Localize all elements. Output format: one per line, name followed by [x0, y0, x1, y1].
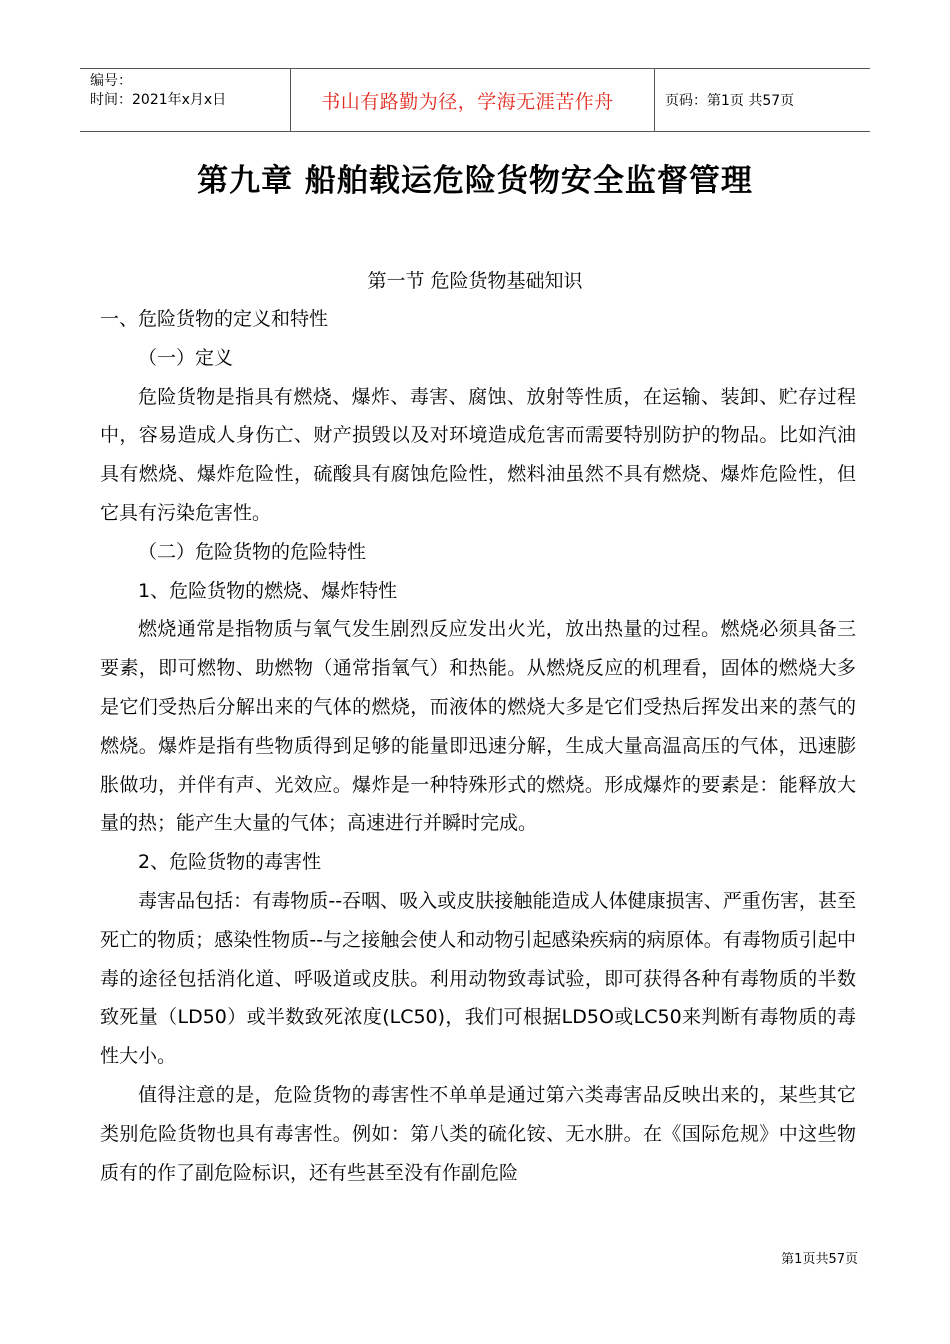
subheading-definition: （一）定义 — [138, 346, 234, 369]
heading-definition-and-properties: 一、危险货物的定义和特性 — [100, 308, 329, 330]
item-combustion-explosion: 1、危险货物的燃烧、爆炸特性 — [138, 579, 398, 602]
subheading-hazard-properties: （二）危险货物的危险特性 — [138, 540, 367, 563]
paragraph-combustion: 燃烧通常是指物质与氧气发生剧烈反应发出火光，放出热量的过程。燃烧必须具备三要素，即可燃物、助燃物（通常指氧气）和热能。从燃烧反应的机理看，固体的燃烧大多是它们受热后分解出来的气体的燃烧，而液体的燃烧大多是它们受热后挥发出来的蒸气的燃烧。爆炸是指有些物质得到足够的能量即迅速分解，生成大量高温高压的气体，迅速膨胀做功，并伴有声、光效应。爆炸是一种特殊形式的燃烧。形成爆炸的要素是：能释放大量的热；能产生大量的气体；高速进行并瞬时完成。 — [100, 618, 856, 835]
document-header — [80, 68, 870, 132]
header-motto: 书山有路勤为径，学海无涯苦作舟 — [281, 69, 655, 131]
page-footer: 第1页共57页 — [781, 1252, 858, 1267]
number-label: 编号： — [90, 73, 132, 89]
paragraph-toxic-substances: 毒害品包括：有毒物质--吞咽、吸入或皮肤接触能造成人体健康损害、严重伤害，甚至死亡的物质；感染性物质--与之接触会使人和动物引起感染疾病的病原体。有毒物质引起中毒的途径包括消化道、呼吸道或皮肤。利用动物致毒试验，即可获得各种有毒物质的半数致死量（LD50）或半数致死浓度(LC50)，我们可根据LD5O或LC50来判断有毒物质的毒性大小。 — [100, 889, 856, 1068]
item-toxicity: 2、危险货物的毒害性 — [138, 851, 322, 874]
document-body — [100, 300, 856, 1192]
header-info-cell — [80, 69, 291, 131]
paragraph-toxicity-note: 值得注意的是，危险货物的毒害性不单单是通过第六类毒害品反映出来的，某些其它类别危险货物也具有毒害性。例如：第八类的硫化铵、无水肼。在《国际危规》中这些物质有的作了副危险标识，还有些甚至没有作副危险 — [100, 1083, 856, 1184]
chapter-title: 第九章 船舶载运危险货物安全监督管理 — [197, 163, 753, 199]
time-label: 时间：2021年x月x日 — [90, 92, 227, 108]
paragraph-definition: 危险货物是指具有燃烧、爆炸、毒害、腐蚀、放射等性质，在运输、装卸、贮存过程中，容易造成人身伤亡、财产损毁以及对环境造成危害而需要特别防护的物品。比如汽油具有燃烧、爆炸危险性，硫酸具有腐蚀危险性，燃料油虽然不具有燃烧、爆炸危险性，但它具有污染危害性。 — [100, 385, 856, 524]
section-title: 第一节 危险货物基础知识 — [367, 270, 583, 292]
header-page-label: 页码：第1页 共57页 — [665, 93, 795, 109]
